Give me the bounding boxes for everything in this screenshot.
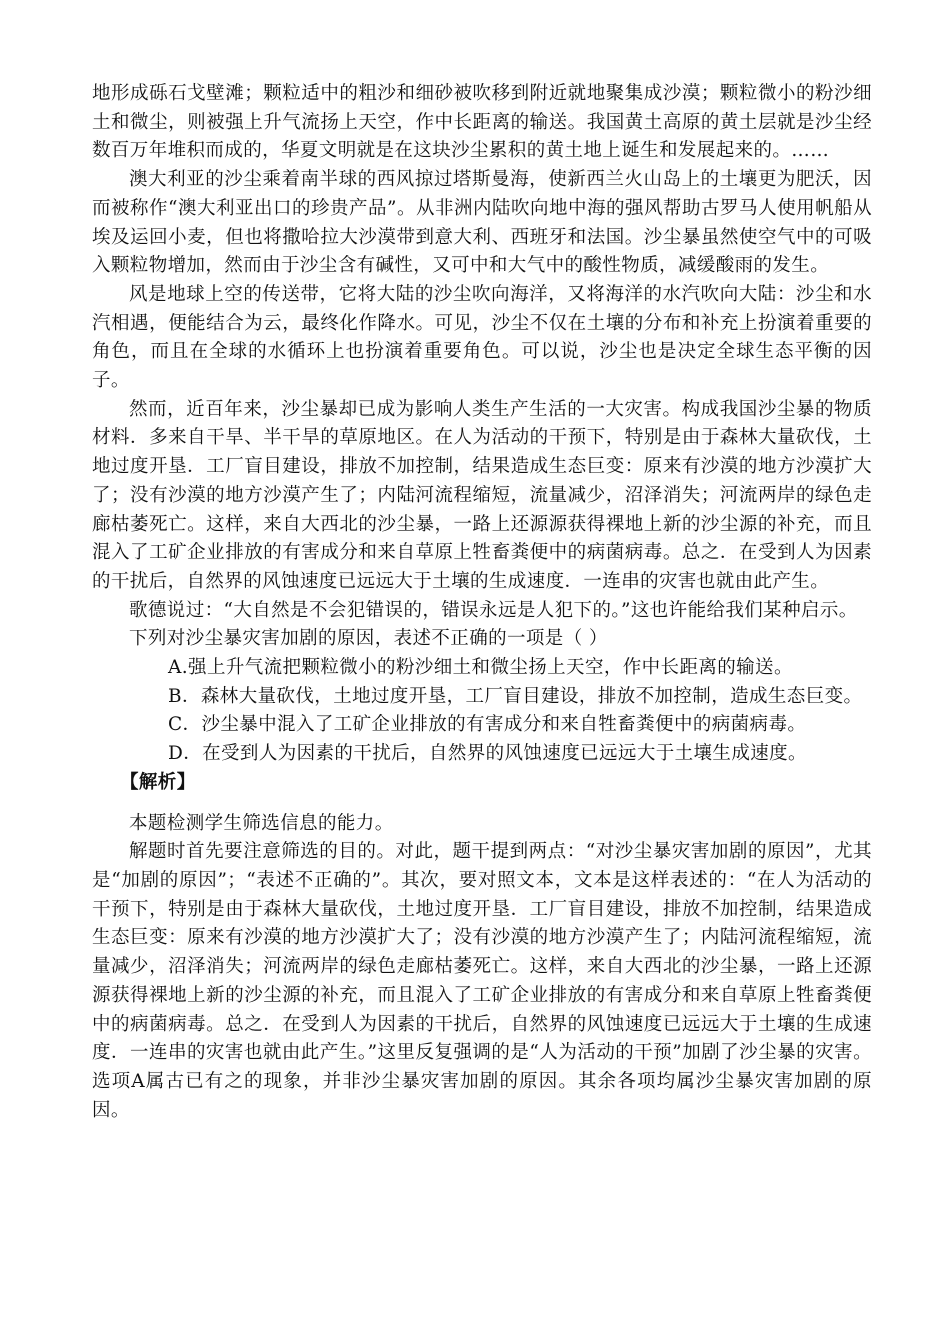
option-b: B．森林大量砍伐，土地过度开垦，工厂盲目建设，排放不加控制，造成生态巨变。 [168, 685, 863, 707]
passage-paragraph-1: 地形成砾石戈壁滩；颗粒适中的粗沙和细砂被吹移到附近就地聚集成沙漠；颗粒微小的粉沙细土和微尘，则被强上升气流扬上天空，作中长距离的输送。我国黄土高原的黄土层就是沙尘经数百万年堆积而成的，华夏文明就是在这块沙尘累积的黄土地上诞生和发展起来的。…… [92, 83, 872, 162]
passage-paragraph-3: 风是地球上空的传送带，它将大陆的沙尘吹向海洋，又将海洋的水汽吹向大陆：沙尘和水汽相遇，便能结合为云，最终化作降水。可见，沙尘不仅在土壤的分布和补充上扮演着重要的角色，而且在全球的水循环上也扮演着重要角色。可以说，沙尘也是决定全球生态平衡的因子。 [92, 283, 872, 392]
option-d: D．在受到人为因素的干扰后，自然界的风蚀速度已远远大于土壤生成速度。 [168, 743, 807, 765]
option-c: C．沙尘暴中混入了工矿企业排放的有害成分和来自牲畜粪便中的病菌病毒。 [168, 714, 807, 736]
passage-paragraph-4: 然而，近百年来，沙尘暴却已成为影响人类生产生活的一大灾害。构成我国沙尘暴的物质材料．多来自干旱、半干旱的草原地区。在人为活动的干预下，特别是由于森林大量砍伐，土地过度开垦．工厂盲目建设，排放不加控制，结果造成生态巨变：原来有沙漠的地方沙漠扩大了；没有沙漠的地方沙漠产生了；内陆河流程缩短，流量减少，沼泽消失；河流两岸的绿色走廊枯萎死亡。这样，来自大西北的沙尘暴，一路上还源源获得裸地上新的沙尘源的补充，而且混入了工矿企业排放的有害成分和来自草原上牲畜粪便中的病菌病毒。总之．在受到人为因素的干扰后，自然界的风蚀速度已远远大于土壤的生成速度．一连串的灾害也就由此产生。 [92, 398, 872, 592]
passage-paragraph-2: 澳大利亚的沙尘乘着南半球的西风掠过塔斯曼海，使新西兰火山岛上的土壤更为肥沃，因而被称作“澳大利亚出口的珍贵产品”。从非洲内陆吹向地中海的强风帮助古罗马人使用帆船从埃及运回小麦，但也将撒哈拉大沙漠带到意大利、西班牙和法国。沙尘暴虽然使空气中的可吸入颗粒物增加，然而由于沙尘含有碱性，又可中和大气中的酸性物质，减缓酸雨的发生。 [92, 169, 872, 277]
analysis-label: 【解析】 [120, 771, 196, 793]
analysis-body: 解题时首先要注意筛选的目的。对此，题干提到两点：“对沙尘暴灾害加剧的原因”，尤其是“加剧的原因”；“表述不正确的”。其次，要对照文本，文本是这样表述的：“在人为活动的干预下，特别是由于森林大量砍伐，土地过度开垦．工厂盲目建设，排放不加控制，结果造成生态巨变：原来有沙漠的地方沙漠扩大了；没有沙漠的地方沙漠产生了；内陆河流程缩短，流量减少，沼泽消失；河流两岸的绿色走廊枯萎死亡。这样，来自大西北的沙尘暴，一路上还源源获得裸地上新的沙尘源的补充，而且混入了工矿企业排放的有害成分和来自草原上牲畜粪便中的病菌病毒。总之．在受到人为因素的干扰后，自然界的风蚀速度已远远大于土壤的生成速度．一连串的灾害也就由此产生。”这里反复强调的是“人为活动的干预”加剧了沙尘暴的灾害。选项A属古已有之的现象，并非沙尘暴灾害加剧的原因。其余各项均属沙尘暴灾害加剧的原因。 [92, 841, 872, 1121]
passage-paragraph-5: 歌德说过：“大自然是不会犯错误的，错误永远是人犯下的。”这也许能给我们某种启示。 [129, 599, 858, 621]
question-stem: 下列对沙尘暴灾害加剧的原因，表述不正确的一项是（ ） [129, 628, 608, 650]
document-page [92, 80, 872, 1125]
analysis-summary: 本题检测学生筛选信息的能力。 [129, 812, 394, 834]
spacer [92, 798, 872, 810]
option-a: A.强上升气流把颗粒微小的粉沙细土和微尘扬上天空，作中长距离的输送。 [168, 657, 793, 679]
